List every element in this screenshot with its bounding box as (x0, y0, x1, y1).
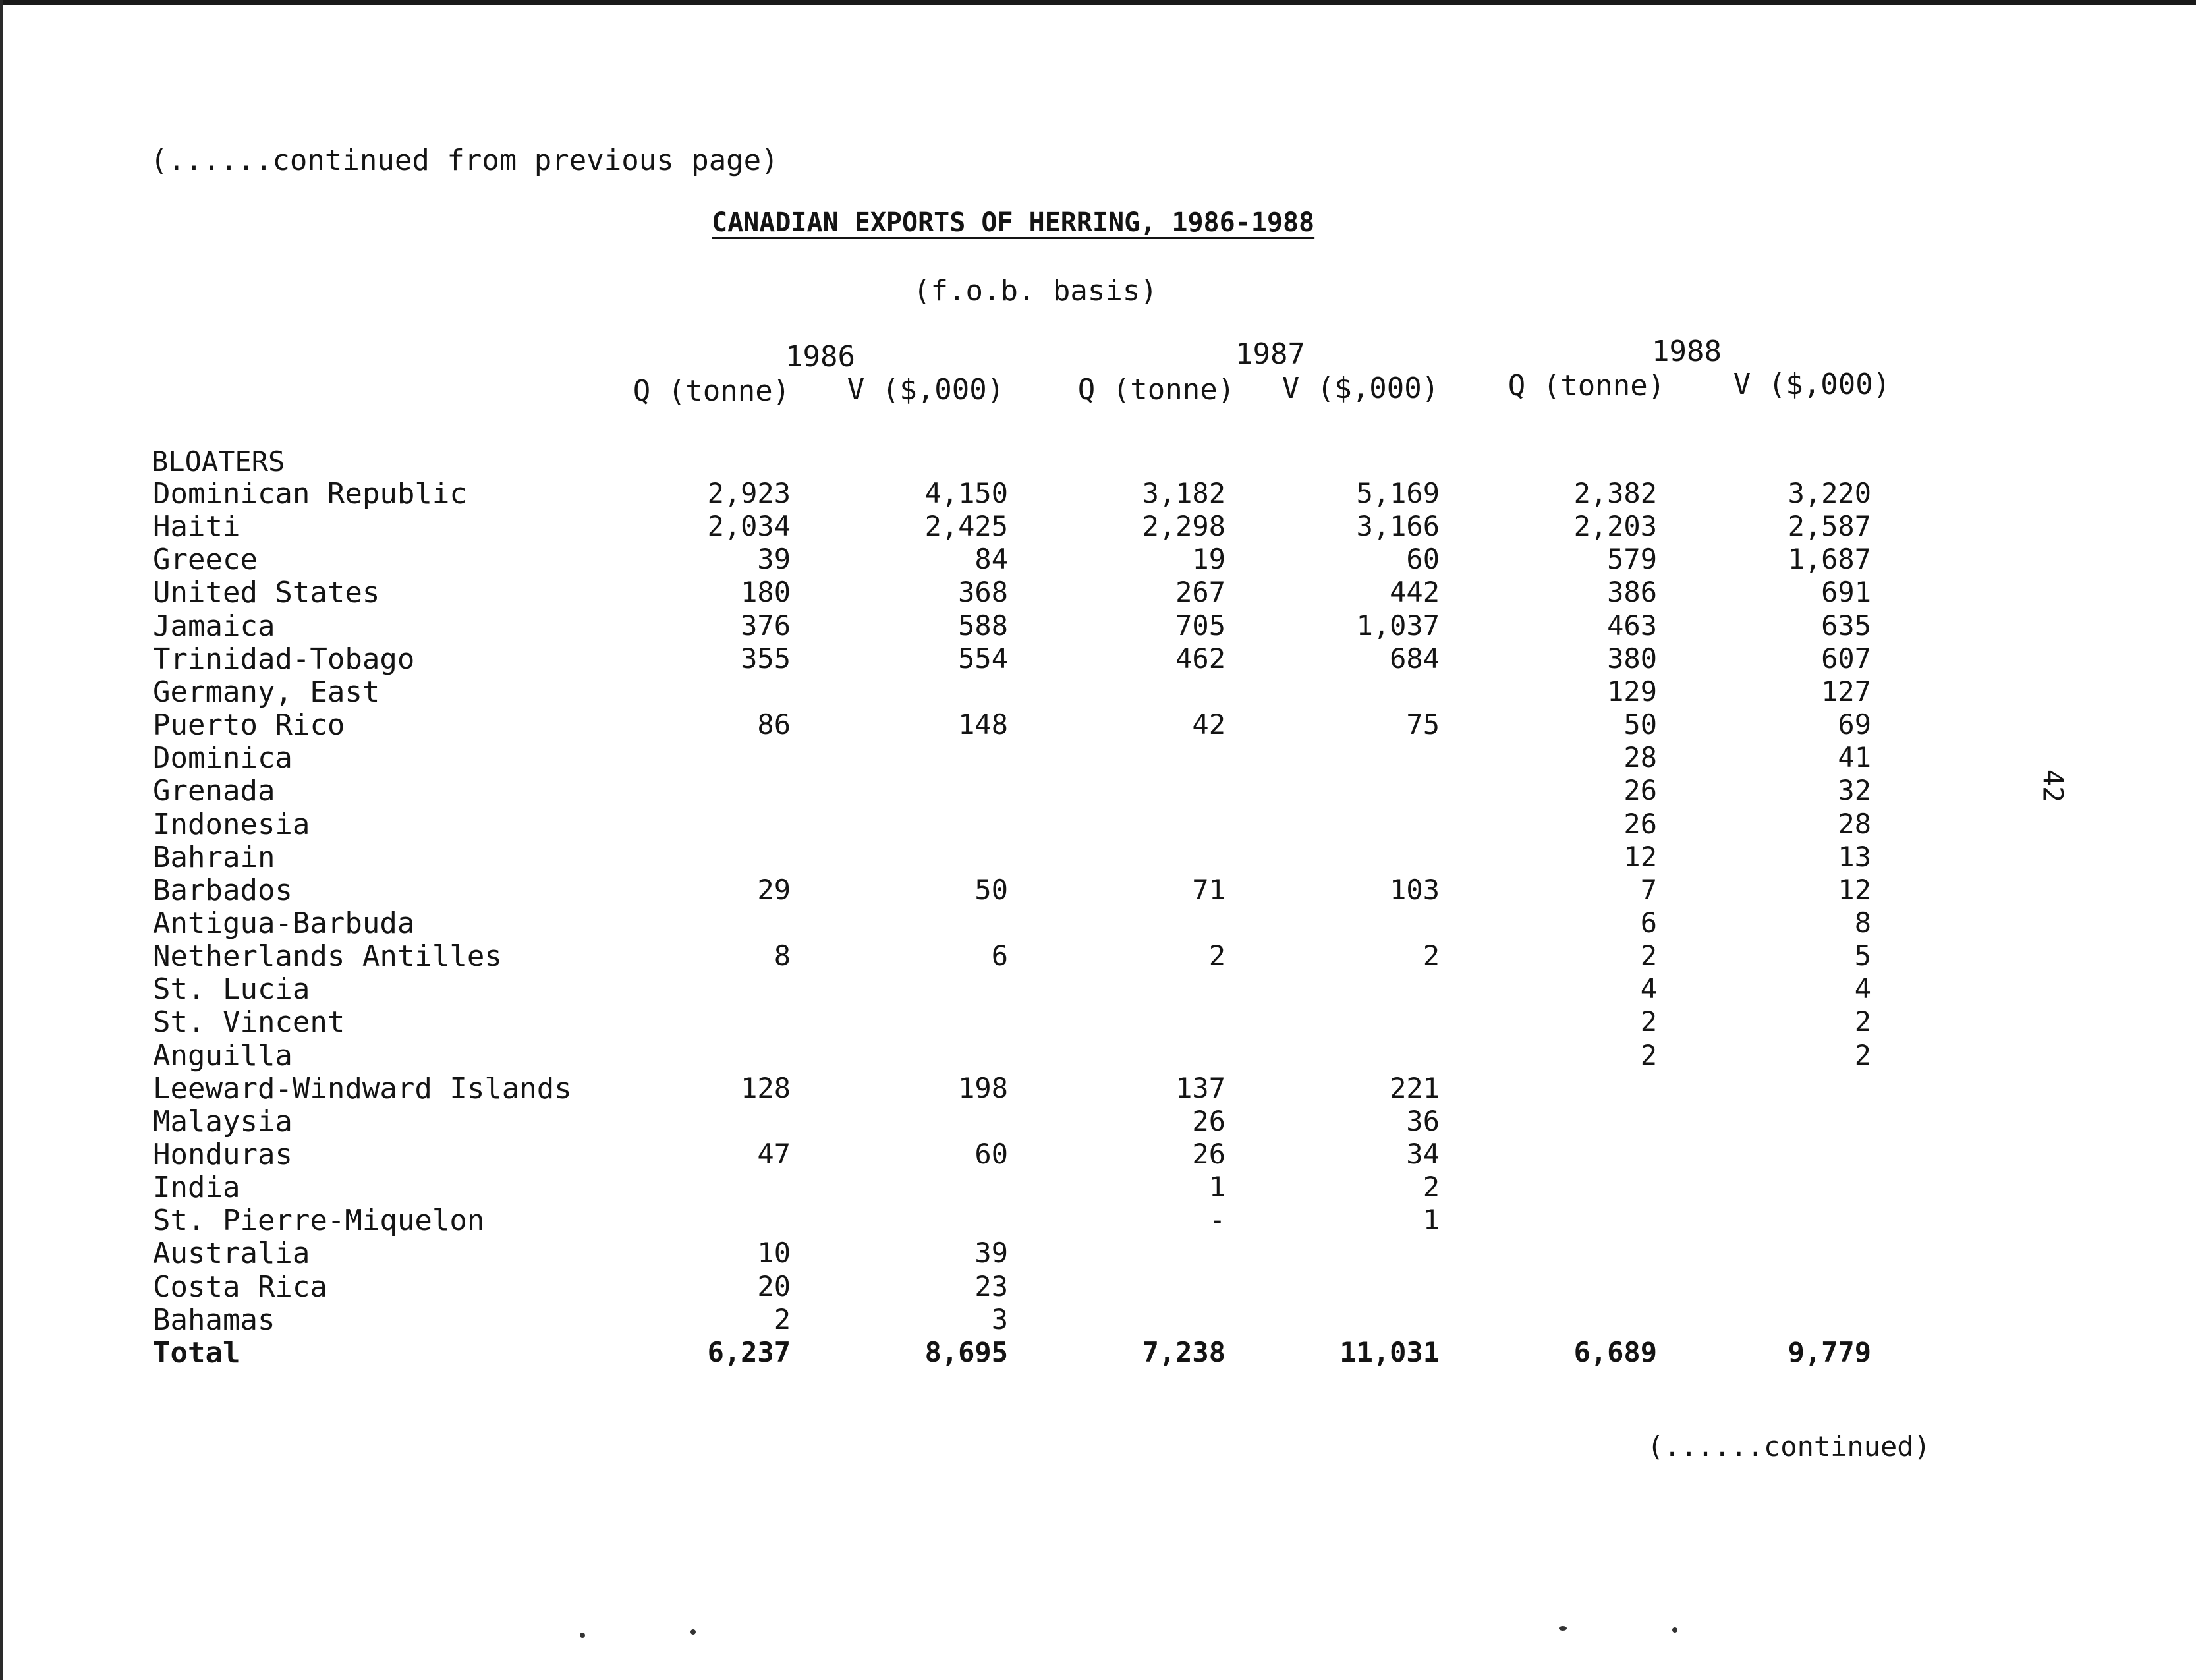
cell-q-1988: 26 (1623, 774, 1657, 806)
table-row (0, 578, 2196, 611)
table-row (0, 741, 2196, 777)
table-subtitle: (f.o.b. basis) (913, 274, 1158, 308)
cell-v-1988: 32 (1838, 774, 1871, 806)
cell-v-1988: 41 (1838, 741, 1871, 773)
cell-v-1988: 9,779 (1788, 1336, 1871, 1368)
cell-v-1988: 5 (1854, 939, 1871, 972)
country-name: Dominican Republic (153, 477, 467, 511)
cell-v-1987: 75 (1406, 708, 1440, 741)
cell-v-1986: 148 (958, 708, 1008, 741)
cell-q-1988: 463 (1607, 609, 1657, 642)
total-label: Total (153, 1336, 240, 1370)
cell-q-1988: 26 (1623, 808, 1657, 840)
country-name: Antigua-Barbuda (153, 907, 415, 940)
cell-v-1987: 36 (1406, 1105, 1440, 1137)
table-row (0, 1005, 2196, 1041)
table-row (0, 642, 2196, 678)
cell-v-1987: 442 (1390, 576, 1440, 608)
table-row (0, 972, 2196, 1008)
cell-v-1987: 2 (1422, 939, 1440, 972)
table-row (0, 543, 2196, 578)
cell-q-1987: 267 (1175, 576, 1225, 608)
cell-q-1988: 2 (1640, 1005, 1657, 1038)
cell-q-1988: 6,689 (1573, 1336, 1657, 1368)
year-header-1986: 1986 (785, 340, 855, 374)
cell-q-1986: 355 (741, 642, 791, 675)
cell-v-1986: 6 (991, 939, 1008, 972)
cell-v-1986: 588 (958, 609, 1008, 642)
cell-v-1988: 12 (1838, 874, 1871, 906)
table-row (0, 609, 2196, 645)
cell-v-1987: 684 (1390, 642, 1440, 675)
year-header-1987: 1987 (1235, 337, 1305, 371)
cell-v-1988: 69 (1838, 708, 1871, 741)
cell-q-1987: 1 (1208, 1171, 1225, 1203)
cell-q-1987: 462 (1175, 642, 1225, 675)
cell-q-1986: 29 (757, 874, 791, 906)
cell-q-1987: 3,182 (1142, 477, 1225, 509)
country-name: India (153, 1171, 240, 1204)
cell-v-1987: 3,166 (1356, 510, 1440, 542)
table-row (0, 1206, 2196, 1239)
cell-v-1986: 368 (958, 576, 1008, 608)
cell-q-1986: 6,237 (707, 1336, 791, 1368)
country-name: Dominica (153, 741, 293, 775)
table-row (0, 810, 2196, 843)
table-row (0, 477, 2196, 513)
table-row (0, 1239, 2196, 1272)
table-row (0, 774, 2196, 810)
table-row (0, 675, 2196, 711)
table-row (0, 843, 2196, 876)
country-name: Grenada (153, 774, 275, 808)
table-row (0, 1173, 2196, 1206)
cell-v-1986: 3 (991, 1303, 1008, 1335)
cell-v-1986: 2,425 (924, 510, 1008, 542)
col-header-1987-quantity: Q (tonne) (1077, 373, 1235, 406)
col-header-1987-value: V ($,000) (1281, 372, 1440, 405)
cell-q-1987: 137 (1175, 1072, 1225, 1104)
year-header-1988: 1988 (1652, 335, 1722, 368)
cell-v-1986: 50 (974, 874, 1008, 906)
cell-q-1988: 2 (1640, 1039, 1657, 1071)
cell-v-1987: 103 (1390, 874, 1440, 906)
country-name: Netherlands Antilles (153, 939, 502, 973)
cell-q-1987: 705 (1175, 609, 1225, 642)
cell-q-1986: 10 (757, 1237, 791, 1269)
cell-q-1986: 180 (741, 576, 791, 608)
country-name: Honduras (153, 1138, 293, 1171)
cell-v-1986: 39 (974, 1237, 1008, 1269)
cell-q-1987: - (1208, 1204, 1225, 1236)
cell-v-1987: 1 (1422, 1204, 1440, 1236)
cell-v-1986: 554 (958, 642, 1008, 675)
scan-speck (580, 1633, 585, 1638)
cell-v-1988: 13 (1838, 841, 1871, 873)
cell-v-1988: 635 (1821, 609, 1871, 642)
cell-v-1988: 691 (1821, 576, 1871, 608)
country-name: Trinidad-Tobago (153, 642, 415, 676)
cell-q-1987: 2 (1208, 939, 1225, 972)
cell-q-1986: 47 (757, 1138, 791, 1170)
cell-v-1987: 60 (1406, 543, 1440, 575)
cell-q-1988: 12 (1623, 841, 1657, 873)
country-name: Greece (153, 543, 258, 576)
table-row (0, 708, 2196, 744)
cell-v-1988: 2,587 (1788, 510, 1871, 542)
col-header-1988-quantity: Q (tonne) (1507, 369, 1666, 403)
cell-q-1988: 579 (1607, 543, 1657, 575)
cell-q-1988: 380 (1607, 642, 1657, 675)
cell-v-1988: 4 (1854, 972, 1871, 1005)
cell-q-1987: 71 (1192, 874, 1225, 906)
country-name: St. Pierre-Miquelon (153, 1204, 485, 1237)
table-row (0, 1039, 2196, 1075)
table-row (0, 510, 2196, 546)
cell-q-1988: 129 (1607, 675, 1657, 708)
cell-v-1986: 4,150 (924, 477, 1008, 509)
scan-speck (690, 1629, 696, 1635)
cell-v-1988: 2 (1854, 1039, 1871, 1071)
col-header-1988-value: V ($,000) (1733, 368, 1891, 401)
cell-q-1986: 376 (741, 609, 791, 642)
cell-q-1988: 50 (1623, 708, 1657, 741)
cell-q-1988: 2,203 (1573, 510, 1657, 542)
table-row (0, 876, 2196, 909)
cell-v-1986: 84 (974, 543, 1008, 575)
cell-q-1986: 8 (774, 939, 791, 972)
country-name: Indonesia (153, 808, 310, 841)
page-number: 42 (2037, 769, 2069, 803)
cell-q-1988: 7 (1640, 874, 1657, 906)
cell-v-1987: 11,031 (1339, 1336, 1440, 1368)
table-row (0, 909, 2196, 942)
cell-q-1988: 28 (1623, 741, 1657, 773)
table-row (0, 939, 2196, 975)
cell-v-1987: 1,037 (1356, 609, 1440, 642)
cell-q-1987: 2,298 (1142, 510, 1225, 542)
table-row (0, 1270, 2196, 1306)
cell-q-1986: 2 (774, 1303, 791, 1335)
col-header-1986-quantity: Q (tonne) (633, 374, 791, 408)
country-name: St. Lucia (153, 972, 310, 1006)
cell-q-1986: 128 (741, 1072, 791, 1104)
cell-q-1988: 386 (1607, 576, 1657, 608)
country-name: United States (153, 576, 380, 609)
table-row (0, 1140, 2196, 1173)
cell-q-1986: 2,923 (707, 477, 791, 509)
cell-q-1986: 86 (757, 708, 791, 741)
country-name: Germany, East (153, 675, 380, 709)
country-name: St. Vincent (153, 1005, 345, 1039)
scan-speck (1672, 1627, 1677, 1633)
cell-v-1988: 3,220 (1788, 477, 1871, 509)
table-row (0, 1107, 2196, 1140)
cell-v-1988: 2 (1854, 1005, 1871, 1038)
cell-q-1988: 2,382 (1573, 477, 1657, 509)
continued-from-note: (......continued from previous page) (150, 144, 779, 177)
cell-q-1986: 2,034 (707, 510, 791, 542)
country-name: Costa Rica (153, 1270, 327, 1304)
section-label-bloaters: BLOATERS (152, 445, 285, 478)
scan-speck (1559, 1626, 1567, 1631)
cell-v-1987: 5,169 (1356, 477, 1440, 509)
cell-q-1988: 4 (1640, 972, 1657, 1005)
cell-q-1987: 42 (1192, 708, 1225, 741)
cell-v-1986: 198 (958, 1072, 1008, 1104)
cell-v-1986: 23 (974, 1270, 1008, 1302)
cell-q-1988: 2 (1640, 939, 1657, 972)
country-name: Bahrain (153, 841, 275, 874)
cell-v-1987: 34 (1406, 1138, 1440, 1170)
country-name: Jamaica (153, 609, 275, 643)
cell-q-1986: 39 (757, 543, 791, 575)
table-row (0, 1072, 2196, 1107)
country-name: Australia (153, 1237, 310, 1270)
cell-q-1987: 19 (1192, 543, 1225, 575)
cell-q-1987: 26 (1192, 1138, 1225, 1170)
cell-v-1986: 8,695 (924, 1336, 1008, 1368)
country-name: Malaysia (153, 1105, 293, 1138)
continued-next-note: (......continued) (1647, 1430, 1930, 1463)
cell-v-1986: 60 (974, 1138, 1008, 1170)
cell-v-1988: 1,687 (1788, 543, 1871, 575)
cell-v-1988: 607 (1821, 642, 1871, 675)
total-row (0, 1336, 2196, 1372)
page-top-edge (0, 0, 2196, 5)
col-header-1986-value: V ($,000) (847, 373, 1005, 406)
country-name: Anguilla (153, 1039, 293, 1073)
country-name: Puerto Rico (153, 708, 345, 742)
table-title: CANADIAN EXPORTS OF HERRING, 1986-1988 (712, 208, 1315, 238)
country-name: Haiti (153, 510, 240, 544)
cell-v-1988: 28 (1838, 808, 1871, 840)
cell-q-1987: 26 (1192, 1105, 1225, 1137)
cell-v-1988: 8 (1854, 907, 1871, 939)
country-name: Barbados (153, 874, 293, 907)
cell-q-1986: 20 (757, 1270, 791, 1302)
country-name: Leeward-Windward Islands (153, 1072, 572, 1106)
cell-v-1987: 221 (1390, 1072, 1440, 1104)
cell-v-1987: 2 (1422, 1171, 1440, 1203)
cell-v-1988: 127 (1821, 675, 1871, 708)
cell-q-1988: 6 (1640, 907, 1657, 939)
table-row (0, 1303, 2196, 1339)
country-name: Bahamas (153, 1303, 275, 1337)
cell-q-1987: 7,238 (1142, 1336, 1225, 1368)
